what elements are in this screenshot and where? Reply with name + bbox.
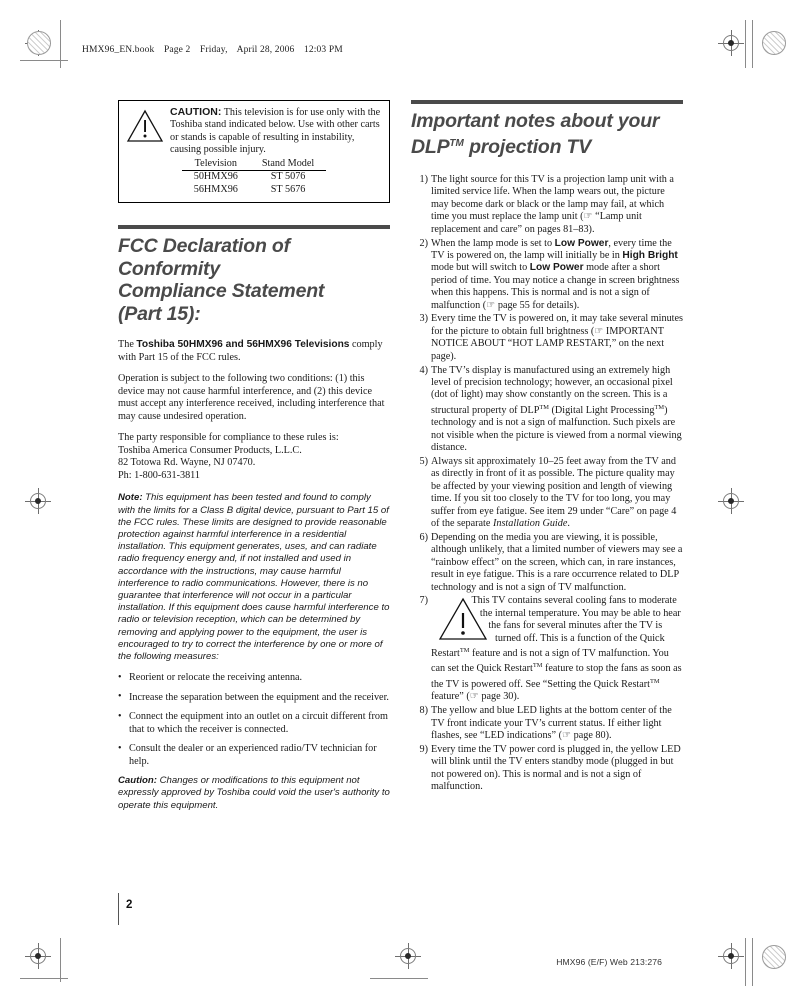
- fcc-heading-line2: Compliance Statement: [118, 280, 325, 303]
- item-number: 7): [419, 595, 428, 607]
- fcc-note-paragraph: [118, 492, 390, 663]
- item-text: When the lamp mode is set to Low Power, every time the TV is powered on, the lamp will initially be in High Bright mode but will switch to Low Power mode after a short period of time. You may notice a change in screen brightness when this happens. This is normal and is not a sign of malfunction (☞ page 55 for details).: [431, 237, 680, 311]
- list-item: [411, 744, 683, 794]
- registration-mark-bottom-left: [25, 943, 51, 969]
- registration-mark-bottom-right: [718, 943, 744, 969]
- crop-mark-bottom-left-horizontal: [20, 978, 68, 979]
- list-item: • Reorient or relocate the receiving antenna.: [118, 672, 390, 685]
- table-header-row: [182, 158, 327, 171]
- item-number: 9): [419, 743, 428, 755]
- caution-box: [118, 100, 390, 203]
- density-patch-top-right: [762, 31, 786, 55]
- note-body: This equipment has been tested and found to comply with the limits for a Class B digital device, pursuant to Part 15 of the FCC rules. These limits are designed to provide reasonable protection against harmful interference in a residential installation. This equipment generates, uses, and can radiate radio frequency energy and, if not installed and used in accordance with the instructions, may cause harmful interference to radio communications. However, there is no guarantee that interference will not occur in a particular installation. If this equipment does cause harmful interference to radio or television reception, which can be determined by removing and applying power to the equipment, the user is encouraged to try to correct the interference by one or more of the following measures:: [118, 492, 390, 663]
- running-header-date: April 28, 2006: [236, 45, 295, 55]
- fcc-heading-line3: (Part 15):: [118, 302, 201, 325]
- crop-mark-right-top-vertical-2: [752, 20, 753, 68]
- important-notes-heading-text: [411, 110, 683, 158]
- fcc-p1-post: comply with Part 15 of the FCC rules.: [118, 339, 383, 363]
- cell-television-2: 56HMX96: [193, 183, 238, 195]
- registration-mark-middle-right: [718, 488, 744, 514]
- table-row: [182, 184, 327, 197]
- caution-label: CAUTION:: [170, 106, 222, 118]
- list-item: [411, 595, 683, 703]
- fcc-p1-pre: The: [118, 339, 137, 351]
- list-item: • Increase the separation between the equipment and the receiver.: [118, 692, 390, 705]
- fcc-paragraph-2: Operation is subject to the following two conditions: (1) this device may not cause harmful interference, and (2) this device must accept any interference received, including interference that may cause undesired operation.: [118, 373, 385, 422]
- list-item: • Connect the equipment into an outlet on a circuit different from that to which the receiver is connected.: [118, 711, 390, 736]
- list-item: [411, 238, 683, 312]
- table-row: [182, 171, 327, 184]
- registration-mark-middle-left: [25, 488, 51, 514]
- list-item: [411, 705, 683, 742]
- important-notes-list: [411, 174, 683, 794]
- fcc-caution-paragraph: [118, 775, 390, 812]
- left-column: [118, 100, 390, 812]
- registration-mark-top-right: [718, 30, 744, 56]
- folio-rule: [118, 893, 119, 925]
- running-header-time: 12:03 PM: [303, 45, 343, 55]
- registration-mark-bottom-center: [395, 943, 421, 969]
- responsible-party-line1: The party responsible for compliance to these rules is:: [118, 432, 339, 444]
- running-header: [82, 45, 350, 55]
- fcc-caution-body: Changes or modifications to this equipment not expressly approved by Toshiba could void the user's authority to operate this equipment.: [118, 775, 390, 811]
- fcc-caution-label: Caution:: [118, 775, 157, 787]
- running-header-filename: HMX96_EN.book: [82, 45, 155, 55]
- density-patch-bottom-right: [762, 945, 786, 969]
- stand-model-table: [182, 158, 327, 197]
- crop-mark-left-bottom-vertical: [60, 938, 61, 982]
- fcc-paragraph-1: [118, 339, 390, 364]
- item-text: Always sit approximately 10–25 feet away from the TV and as directly in front of it as possible. The picture quality may be affected by your viewing position and length of viewing time. If you sit too closely to the TV for too long, you may suffer from eye fatigue. See item 29 under “Care” on page 4 of the separate Installation Guide.: [431, 455, 677, 529]
- fcc-measures-list: [118, 672, 390, 768]
- projection-tv-word: projection TV: [463, 135, 592, 158]
- warning-triangle-icon: [126, 109, 164, 143]
- running-header-page: Page 2: [163, 45, 191, 55]
- note-label: Note:: [118, 492, 143, 504]
- page-number: 2: [126, 899, 133, 911]
- fcc-p1-models: Toshiba 50HMX96 and 56HMX96 Televisions: [136, 339, 350, 351]
- item-text: Every time the TV is powered on, it may take several minutes for the picture to obtain full brightness (☞ IMPORTANT NOTICE ABOUT “HOT LAMP RESTART,” on the next page).: [431, 313, 683, 362]
- dlp-word: DLP: [411, 135, 450, 158]
- list-item: [411, 313, 683, 363]
- item-number: 1): [419, 174, 428, 185]
- density-patch-top-left: [27, 31, 51, 55]
- crop-mark-right-top-vertical: [745, 20, 746, 68]
- list-item: [411, 365, 683, 455]
- caution-box-text: [170, 106, 382, 157]
- cell-stand-1: ST 5076: [270, 171, 306, 183]
- responsible-party-line3: 82 Totowa Rd. Wayne, NJ 07470.: [118, 457, 256, 469]
- item-number: 6): [419, 531, 428, 543]
- important-notes-heading: [411, 100, 683, 158]
- heading-rule: [411, 100, 683, 104]
- responsible-party-line4: Ph: 1-800-631-3811: [118, 469, 200, 481]
- important-notes-line1: Important notes about your: [411, 110, 660, 132]
- crop-mark-top-left-horizontal: [20, 60, 68, 61]
- list-item: [411, 456, 683, 530]
- cell-television-1: 50HMX96: [193, 171, 238, 183]
- item-text: The yellow and blue LED lights at the bottom center of the TV front indicate your TV’s current status. If either light flashes, see “LED indications” (☞ page 80).: [431, 705, 672, 741]
- right-column: [411, 100, 683, 795]
- item-text: Every time the TV power cord is plugged in, the yellow LED will blink until the TV enters standby mode (plugged in but not powered on). This is normal and is not a sign of malfunction.: [431, 743, 681, 793]
- item-number: 5): [419, 455, 428, 467]
- caution-body: This television is for use only with the Toshiba stand indicated below. Use with other carts or stands is capable of resulting in instability, causing possible injury.: [170, 107, 381, 156]
- item-number: 4): [419, 364, 428, 376]
- page-content: [118, 100, 701, 890]
- footer-document-code: HMX96 (E/F) Web 213:276: [556, 957, 662, 967]
- column-header-television: Television: [182, 158, 250, 171]
- heading-rule: [118, 225, 390, 229]
- important-notes-line2: [411, 133, 683, 159]
- crop-mark-right-bottom-vertical: [745, 938, 746, 986]
- fcc-responsible-party: [118, 432, 390, 482]
- column-header-stand-model: Stand Model: [250, 158, 326, 171]
- list-item: [411, 532, 683, 594]
- list-item: [411, 174, 683, 236]
- item-text: The TV’s display is manufactured using an extremely high level of precision technology; however, an occasional pixel (dot of light) may show constantly on the screen. This is a structural property of DLP™ (Digital Light Processing™) technology and is not a sign of malfunction. Such pixels are not visible when the picture is viewed from a normal viewing distance.: [431, 364, 682, 454]
- running-header-day: Friday,: [199, 45, 228, 55]
- item-number: 8): [419, 705, 428, 717]
- fcc-heading-text: [118, 235, 390, 325]
- item-number: 2): [419, 237, 428, 249]
- item-number: 3): [419, 313, 428, 325]
- cell-stand-2: ST 5676: [270, 183, 306, 195]
- responsible-party-line2: Toshiba America Consumer Products, L.L.C.: [118, 444, 302, 456]
- list-item: • Consult the dealer or an experienced radio/TV technician for help.: [118, 743, 390, 768]
- fcc-section-heading: [118, 225, 390, 325]
- crop-mark-right-bottom-vertical-2: [752, 938, 753, 986]
- item-text: The light source for this TV is a projection lamp unit with a limited service life. When the lamp wears out, the picture may become dark or black or the lamp may fail, at which time you must replace the lamp unit (☞ “Lamp unit replacement and care” on pages 81–83).: [431, 174, 674, 235]
- item-text: This TV contains several cooling fans to moderate the internal temperature. You may be able to hear the fans for several minutes after the TV is turned off. This is a function of the Quick Restart™ feature and is not a sign of TV malfunction. You can set the Quick Restart™ feature to stop the fans as soon as the TV is powered off. See “Setting the Quick Restart™ feature” (☞ page 30).: [431, 595, 682, 703]
- trademark-mark: TM: [449, 137, 464, 149]
- item-text: Depending on the media you are viewing, it is possible, although unlikely, that a limited number of viewers may see a “rainbow effect” on the screen, which can, in rare instances, result in eye fatigue. This is a rare occurrence related to DLP technology and is not a sign of TV malfunction.: [431, 531, 683, 593]
- fcc-heading-line1: FCC Declaration of Conformity: [118, 235, 290, 280]
- crop-mark-bottom-center-horizontal: [370, 978, 428, 979]
